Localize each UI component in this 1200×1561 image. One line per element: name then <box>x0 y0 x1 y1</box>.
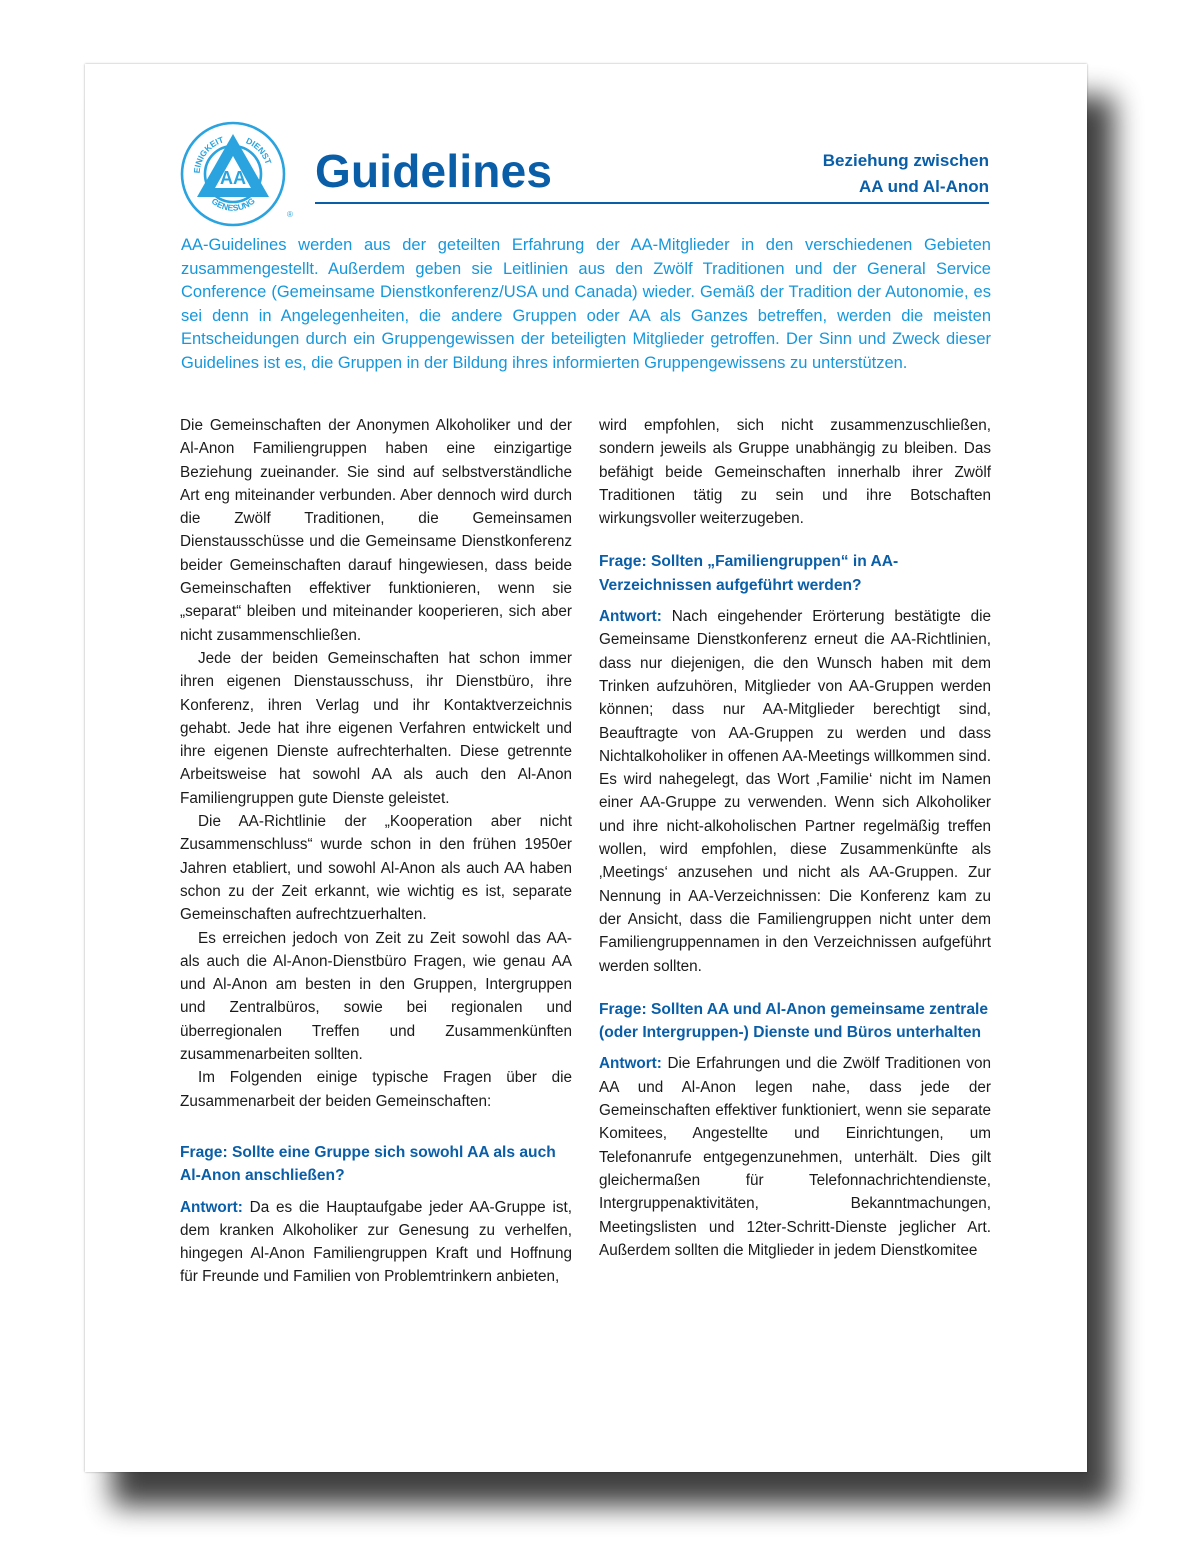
registered-mark: ® <box>287 210 293 219</box>
answer-text: Nach eingehender Erörterung bestätigte die Gemeinsame Dienstkonferenz erneut die AA-Richtlinien, dass nur diejenigen, die den Wunsch haben mit dem Trinken aufzuhören, Mitglieder von AA-Gruppen werden können; dass nur AA-Mitglieder berechtigt sind, Beauftragte von AA-Gruppen zu werden und dass Nichtalkoholiker in offenen AA-Meetings willkommen sind. Es wird nahegelegt, das Wort ‚Familie‘ nicht im Namen einer AA-Gruppe zu verwenden. Wenn sich Alkoholiker und ihre nicht-alkoholischen Partner regelmäßig treffen wollen, wird empfohlen, diese Zusammenkünfte als ‚Meetings‘ anzusehen und nicht als AA-Gruppen. Zur Nennung in AA-Verzeichnissen: Die Konferenz kam zu der Ansicht, dass die Familiengruppen nicht unter dem Familiengruppennamen in den Verzeichnissen aufgeführt werden sollten. <box>599 608 991 975</box>
svg-text:GENESUNG <box>210 195 257 212</box>
page-title: Guidelines <box>315 145 553 197</box>
paragraph: Jede der beiden Gemeinschaften hat schon immer ihren eigenen Dienstausschuss, ihr Dienstbüro, ihre Konferenz, ihren Verlag und ihr Kontaktverzeichnis gehabt. Jede hat ihre eigenen Verfahren entwickelt und ihre eigenen Dienste aufrechterhalten. Diese getrennte Arbeitsweise hat sowohl AA als auch den Al-Anon Familiengruppen gute Dienste geleistet. <box>180 649 572 807</box>
logo-text-top: EINIGKEIT <box>191 134 225 174</box>
question-heading: Frage: Sollten AA und Al-Anon gemeinsame zentrale (oder Intergruppen-) Dienste und Büros unterhalten <box>599 1000 989 1042</box>
subtitle-line-1: Beziehung zwischen <box>822 151 989 170</box>
answer-paragraph <box>599 1052 991 1262</box>
answer-label: Antwort: <box>599 1055 662 1073</box>
paragraph: Die Gemeinschaften der Anonymen Alkoholiker und der Al-Anon Familiengruppen haben eine einzigartige Beziehung zueinander. Sie sind auf selbstverständliche Art eng miteinander verbunden. Aber dennoch wird durch die Zwölf Traditionen, die Gemeinsamen Dienstausschüsse und die Gemeinsame Dienstkonferenz beider Gemeinschaften darauf hingewiesen, dass beide Gemeinschaften effektiver funktionieren, wenn sie „separat“ bleiben und miteinander kooperieren, sich aber nicht zusammenschließen. <box>180 417 572 644</box>
answer-paragraph <box>599 605 991 978</box>
question-heading: Frage: Sollte eine Gruppe sich sowohl AA als auch Al-Anon anschließen? <box>180 1143 556 1185</box>
logo-text-right: DIENST <box>244 135 274 166</box>
paragraph: Es erreichen jedoch von Zeit zu Zeit sowohl das AA- als auch die Al-Anon-Dienstbüro Fragen, wie genau AA und Al-Anon am besten in den Gruppen, Intergruppen und Zentralbüros, sowie bei regionalen und überregionalen Treffen und Zusammenkünften zusammenarbeiten sollten. <box>180 929 572 1064</box>
aa-logo-icon <box>180 121 286 227</box>
answer-paragraph <box>180 1196 572 1289</box>
answer-label: Antwort: <box>180 1198 243 1216</box>
left-column <box>180 414 572 1289</box>
paragraph: Im Folgenden einige typische Fragen über die Zusammenarbeit der beiden Gemeinschaften: <box>180 1069 572 1110</box>
document-page <box>85 64 1087 1472</box>
logo-text-bottom: GENESUNG <box>209 195 257 213</box>
answer-text: Die Erfahrungen und die Zwölf Traditionen von AA und Al-Anon legen nahe, dass jede der Gemeinschaften effektiver funktioniert, wenn sie separate Komitees, Angestellte und Einrichtungen, um Telefonanrufe entgegenzunehmen, unterhält. Dies gilt gleichermaßen für Telefonnachrichtendienste, Intergruppenaktivitäten, Bekanntmachungen, Meetingslisten und 12ter-Schritt-Dienste jeglicher Art. Außerdem sollten die Mitglieder in jedem Dienstkomitee <box>599 1055 991 1259</box>
answer-label: Antwort: <box>599 608 662 626</box>
header-rule <box>315 202 989 204</box>
page-subtitle <box>823 148 989 200</box>
intro-paragraph: AA-Guidelines werden aus der geteilten Erfahrung der AA-Mitglieder in den verschiedenen Gebieten zusammengestellt. Außerdem geben sie Leitlinien aus den Zwölf Traditionen und der General Service Conference (Gemeinsame Dienstkonferenz/USA und Canada) wieder. Gemäß der Tradition der Autonomie, es sei denn in Angelegenheiten, die andere Gruppen oder AA als Ganzes betreffen, werden die meisten Entscheidungen durch ein Gruppengewissen der beteiligten Mitglieder getroffen. Der Sinn und Zweck dieser Guidelines ist es, die Gruppen in der Bildung ihres informierten Gruppengewissens zu unterstützen. <box>181 236 991 372</box>
subtitle-line-2: AA und Al-Anon <box>859 177 989 196</box>
paragraph: Die AA-Richtlinie der „Kooperation aber nicht Zusammenschluss“ wurde schon in den frühen 1950er Jahren etabliert, und sowohl Al-Anon als auch AA haben schon zu der Zeit erkannt, wie wichtig es ist, separate Gemeinschaften aufrechtzuerhalten. <box>180 813 572 924</box>
question-heading: Frage: Sollten „Familiengruppen“ in AA-Verzeichnissen aufgeführt werden? <box>599 553 899 594</box>
answer-text: Da es die Hauptaufgabe jeder AA-Gruppe ist, dem kranken Alkoholiker zur Genesung zu verhelfen, hingegen Al-Anon Familiengruppen Kraft und Hoffnung für Freunde und Familien von Problemtrinkern anbieten, <box>180 1198 572 1286</box>
right-column <box>599 414 991 1262</box>
logo-center-text: AA <box>220 168 246 188</box>
paragraph: wird empfohlen, sich nicht zusammenzuschließen, sondern jeweils als Gruppe unabhängig zu bleiben. Das befähigt beide Gemeinschaften innerhalb ihrer Zwölf Traditionen tätig zu sein und ihre Botschaften wirkungsvoller weiterzugeben. <box>599 417 991 528</box>
